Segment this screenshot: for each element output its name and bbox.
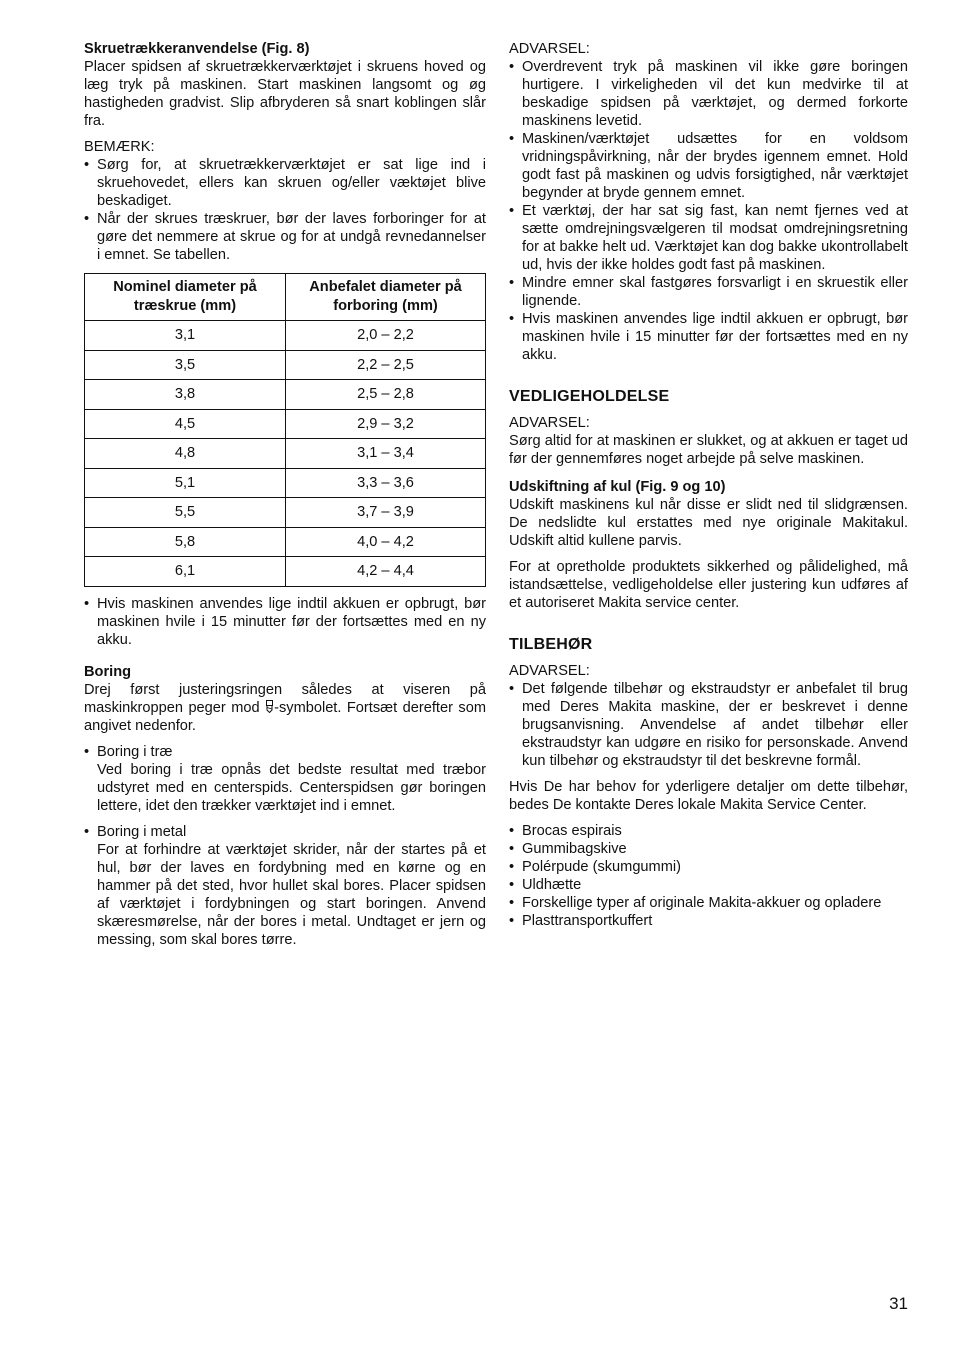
service-text: For at opretholde produktets sikkerhed og pålidelighed, må istandsættelse, vedligeholdelse eller justering kun udføres af et autoriseret Makita service center. — [509, 559, 908, 611]
list-item: • Maskinen/værktøjet udsættes for en voldsom vridningspåvirkning, når der brydes igennem emnet. Hold godt fast på maskinen og udvis forsigtighed, når værktøjet begynder at bryde gennem emnet. — [509, 130, 908, 202]
list-item — [84, 743, 486, 815]
carbon-text: Udskift maskinens kul når disse er slidt ned til slidgrænsen. De nedslidte kul erstattes med nye originale Makitakul. Udskift altid kullene parvis. — [509, 497, 908, 549]
table-row — [85, 439, 486, 469]
note-list — [84, 156, 486, 264]
warning-list — [509, 58, 908, 364]
screwdriving-heading: Skruetrækkeranvendelse (Fig. 8) — [84, 41, 310, 57]
table-row — [85, 321, 486, 351]
list-item: • Forskellige typer af originale Makita-akkuer og opladere — [509, 894, 908, 912]
table-row — [85, 350, 486, 380]
list-item: • Polérpude (skumgummi) — [509, 858, 908, 876]
table-cell: 6,1 — [85, 557, 286, 587]
table-cell: 4,8 — [85, 439, 286, 469]
table-cell: 3,1 — [85, 321, 286, 351]
list-item: • Overdrevent tryk på maskinen vil ikke gøre boringen hurtigere. I virkeligheden vil det kun medvirke til at beskadige spidsen på værktøjet, og dermed forkorte maskinens levetid. — [509, 58, 908, 130]
warning-label: ADVARSEL: — [509, 415, 590, 431]
left-column — [84, 40, 486, 949]
warning-label: ADVARSEL: — [509, 663, 590, 679]
wood-title: • Boring i træ — [97, 743, 173, 760]
table-row — [85, 498, 486, 528]
accessories-list — [509, 822, 908, 930]
table-header-row — [85, 274, 486, 321]
drill-bit-icon — [265, 700, 274, 713]
metal-text: For at forhindre at værktøjet skrider, når der startes på et hul, bør der laves en fordybning med en kørne og en hammer på det sted, hvor hullet skal bores. Placer spidsen af værktøjet i fordybningen og start boringen. Anvend skæresmørelse, når der bores i metal. Undtaget er jern og messing, som skal bores tørre. — [97, 841, 486, 948]
drilling-text — [84, 681, 486, 735]
table-cell: 4,2 – 4,4 — [286, 557, 486, 587]
list-item: • Sørg for, at skruetrækkerværktøjet er sat lige ind i skruehovedet, ellers kan skruen og/eller væktøjet blive beskadiget. — [84, 156, 486, 210]
list-item: • Mindre emner skal fastgøres forsvarligt i en skruestik eller lignende. — [509, 274, 908, 310]
list-item: • Plasttransportkuffert — [509, 912, 908, 930]
drilling-list — [84, 743, 486, 949]
right-column — [509, 40, 908, 930]
battery-note-list — [84, 595, 486, 649]
table-row — [85, 380, 486, 410]
screw-diameter-table — [84, 273, 486, 587]
table-row — [85, 409, 486, 439]
table-cell: 2,5 – 2,8 — [286, 380, 486, 410]
table-cell: 5,1 — [85, 468, 286, 498]
list-item: • Gummibagskive — [509, 840, 908, 858]
list-item: • Et værktøj, der har sat sig fast, kan nemt fjernes ved at sætte omdrejningsvælgeren til modsat omdrejningsretning for at bakke helt ud. Værktøjet kan dog bakke ukontrollabelt ud, hvis der ikke holdes godt fast på maskinen. — [509, 202, 908, 274]
list-item: • Hvis maskinen anvendes lige indtil akkuen er opbrugt, bør maskinen hvile i 15 minutter før der fortsættes med en ny akku. — [84, 595, 486, 649]
maintenance-heading: VEDLIGEHOLDELSE — [509, 388, 670, 405]
table-cell: 5,5 — [85, 498, 286, 528]
table-cell: 2,0 – 2,2 — [286, 321, 486, 351]
table-row — [85, 527, 486, 557]
list-item: • Uldhætte — [509, 876, 908, 894]
table-cell: 3,5 — [85, 350, 286, 380]
maintenance-text: Sørg altid for at maskinen er slukket, og at akkuen er taget ud før der gennemføres noget arbejde på selve maskinen. — [509, 433, 908, 467]
table-cell: 3,7 – 3,9 — [286, 498, 486, 528]
table-cell: 5,8 — [85, 527, 286, 557]
table-cell: 3,8 — [85, 380, 286, 410]
list-item: • Brocas espirais — [509, 822, 908, 840]
drilling-text-before: Drej først justeringsringen således at viseren på maskinkroppen peger mod — [84, 681, 486, 716]
screwdriving-text: Placer spidsen af skruetrækkerværktøjet i skruens hoved og læg tryk på maskinen. Start maskinen langsomt og øg hastigheden gradvist. Slip afbryderen så snart koblingen slår fra. — [84, 59, 486, 129]
table-cell: 2,9 – 3,2 — [286, 409, 486, 439]
table-cell: 2,2 – 2,5 — [286, 350, 486, 380]
list-item — [84, 823, 486, 949]
table-cell: 4,0 – 4,2 — [286, 527, 486, 557]
note-label: BEMÆRK: — [84, 139, 155, 155]
page-number: 31 — [889, 1294, 908, 1313]
table-row — [85, 468, 486, 498]
list-item: • Hvis maskinen anvendes lige indtil akkuen er opbrugt, bør maskinen hvile i 15 minutter før der fortsættes med en ny akku. — [509, 310, 908, 364]
drilling-text-after: -symbolet. Fortsæt derefter som angivet nedenfor. — [84, 699, 486, 734]
table-cell: 4,5 — [85, 409, 286, 439]
table-row — [85, 557, 486, 587]
table-cell: 3,3 – 3,6 — [286, 468, 486, 498]
warning-label: ADVARSEL: — [509, 41, 590, 57]
accessories-warning-list — [509, 680, 908, 770]
accessories-heading: TILBEHØR — [509, 636, 593, 653]
list-item: • Når der skrues træskruer, bør der laves forboringer for at gøre det nemmere at skrue og for at undgå revnedannelser i emnet. Se tabellen. — [84, 210, 486, 264]
accessories-contact: Hvis De har behov for yderligere detaljer om dette tilbehør, bedes De kontakte Deres lokale Makita Service Center. — [509, 779, 908, 813]
metal-title: • Boring i metal — [97, 823, 187, 840]
carbon-heading: Udskiftning af kul (Fig. 9 og 10) — [509, 479, 726, 495]
table-cell: 3,1 – 3,4 — [286, 439, 486, 469]
table-header-nominal: Nominel diameter på træskrue (mm) — [85, 274, 286, 321]
drilling-heading: Boring — [84, 663, 132, 680]
list-item: • Det følgende tilbehør og ekstraudstyr er anbefalet til brug med Deres Makita maskine, der er beskrevet i denne brugsanvisning. Anvendelse af andet tilbehør eller ekstraudstyr kan udgøre en risiko for personskade. Anvend kun tilbehør og ekstraudstyr til det beskrevne formål. — [509, 680, 908, 770]
table-header-pilot: Anbefalet diameter på forboring (mm) — [286, 274, 486, 321]
wood-text: Ved boring i træ opnås det bedste resultat med træbor udstyret med en centerspids. Centerspidsen gør boringen lettere, idet den trækker værktøjet ind i emnet. — [97, 761, 486, 814]
